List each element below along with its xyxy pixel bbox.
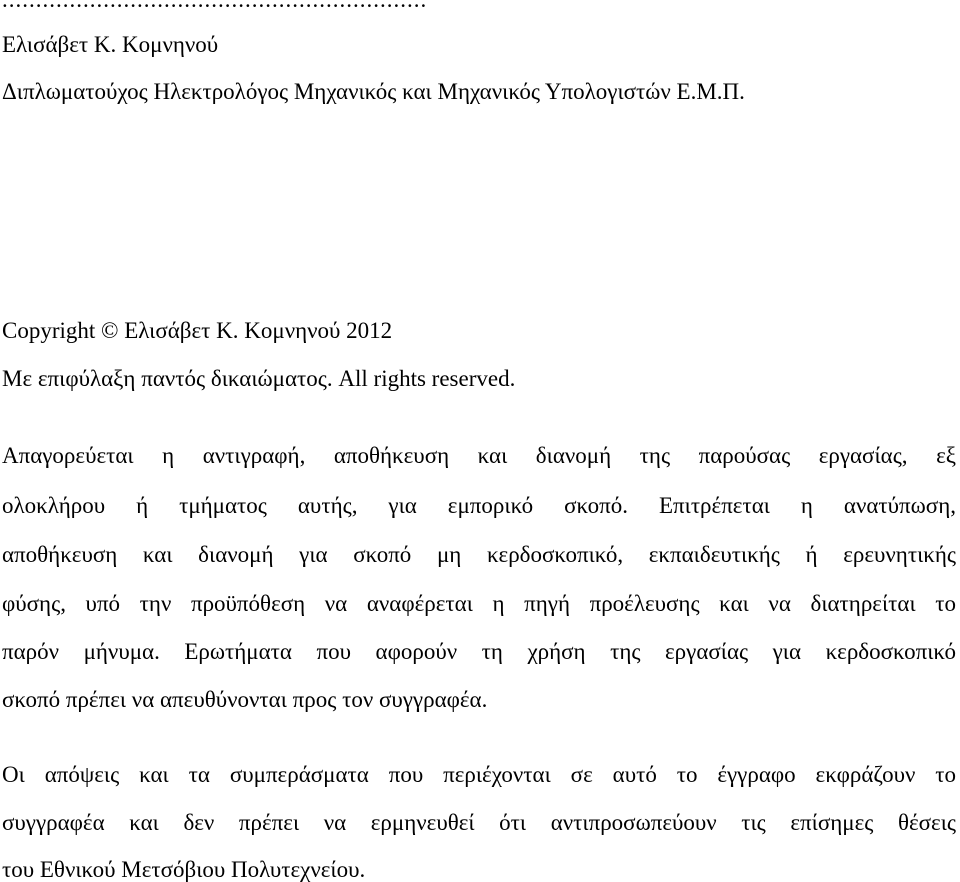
paragraph-1-line-2: ολοκλήρου ή τμήματος αυτής, για εμπορικό σκοπό. Επιτρέπεται η ανατύπωση, [2,493,956,518]
paragraph-1-line-1: Απαγορεύεται η αντιγραφή, αποθήκευση και διανομή της παρούσας εργασίας, εξ [2,443,956,468]
paragraph-1-line-4: φύσης, υπό την προϋπόθεση να αναφέρεται η πηγή προέλευσης και να διατηρείται το [2,591,956,616]
author-title: Διπλωματούχος Ηλεκτρολόγος Μηχανικός και Μηχανικός Υπολογιστών Ε.Μ.Π. [2,79,745,104]
dotted-rule [2,0,427,11]
paragraph-1-line-6: σκοπό πρέπει να απευθύνονται προς τον συγγραφέα. [2,687,488,712]
rights-line: Με επιφύλαξη παντός δικαιώματος. All rights reserved. [2,366,516,391]
paragraph-2-line-3: του Εθνικού Μετσόβιου Πολυτεχνείου. [2,857,366,882]
paragraph-2-line-1: Οι απόψεις και τα συμπεράσματα που περιέχονται σε αυτό το έγγραφο εκφράζουν το [2,762,956,787]
paragraph-2-line-2: συγγραφέα και δεν πρέπει να ερμηνευθεί ότι αντιπροσωπεύουν τις επίσημες θέσεις [2,810,956,835]
author-name: Ελισάβετ Κ. Κομνηνού [2,32,219,57]
paragraph-1-line-3: αποθήκευση και διανομή για σκοπό μη κερδοσκοπικό, εκπαιδευτικής ή ερευνητικής [2,542,956,567]
copyright-line: Copyright © Ελισάβετ Κ. Κομνηνού 2012 [2,318,393,343]
paragraph-1-line-5: παρόν μήνυμα. Ερωτήματα που αφορούν τη χρήση της εργασίας για κερδοσκοπικό [2,639,956,664]
